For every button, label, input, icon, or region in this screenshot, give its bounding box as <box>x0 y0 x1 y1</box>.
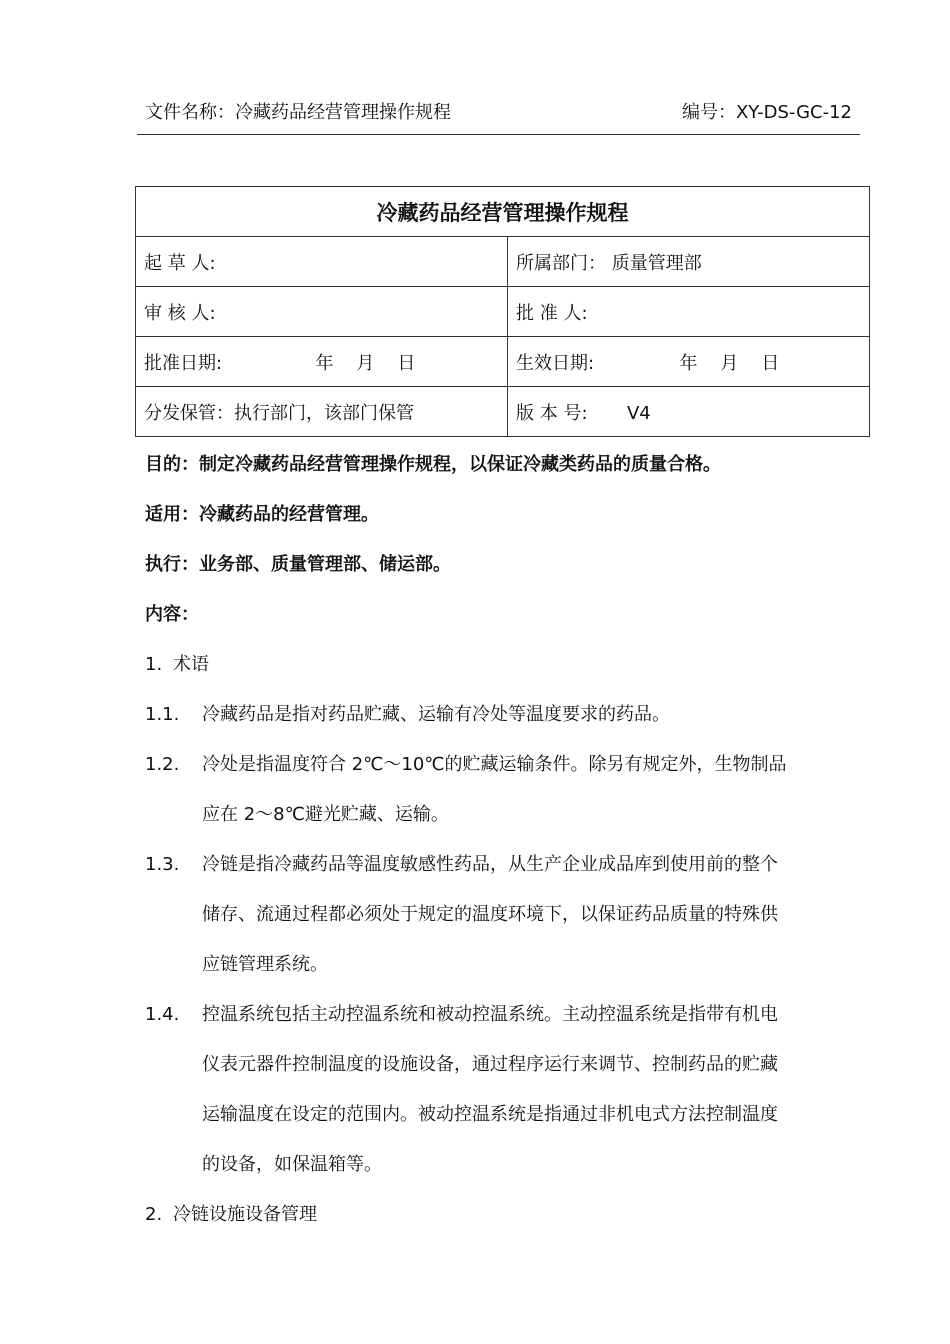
item-text: 应在 2～8℃避光贮藏、运输。 <box>202 804 449 825</box>
file-name: 文件名称：冷藏药品经营管理操作规程 <box>145 102 451 123</box>
drafter-cell: 起 草 人: <box>136 237 508 287</box>
item-number: 1.3. <box>145 854 180 875</box>
section-number: 2. <box>145 1204 163 1225</box>
section-number: 1. <box>145 654 163 675</box>
version-cell <box>508 387 870 437</box>
list-item <box>145 990 825 1190</box>
item-text: 的设备，如保温箱等。 <box>202 1154 382 1175</box>
item-text: 控温系统包括主动控温系统和被动控温系统。主动控温系统是指带有机电 <box>202 1004 778 1025</box>
approve-date-value: 年 月 日 <box>315 352 416 374</box>
item-text: 仪表元器件控制温度的设施设备，通过程序运行来调节、控制药品的贮藏 <box>202 1054 778 1075</box>
version-value: V4 <box>626 402 651 424</box>
effective-date-label: 生效日期: <box>516 352 595 374</box>
execution-line: 执行：业务部、质量管理部、储运部。 <box>145 554 451 575</box>
item-number: 1.1. <box>145 704 180 725</box>
document-number: 编号：XY-DS-GC-12 <box>681 102 852 123</box>
item-number: 1.2. <box>145 754 180 775</box>
section-heading <box>145 640 825 690</box>
list-item <box>145 740 825 840</box>
department-cell: 所属部门： 质量管理部 <box>508 237 870 287</box>
list-item <box>145 690 825 740</box>
document-body <box>145 440 825 1240</box>
approve-date-cell <box>136 337 508 387</box>
item-text: 储存、流通过程都必须处于规定的温度环境下，以保证药品质量的特殊供 <box>202 904 778 925</box>
item-text: 冷藏药品是指对药品贮藏、运输有冷处等温度要求的药品。 <box>202 704 670 725</box>
scope-line: 适用：冷藏药品的经营管理。 <box>145 504 379 525</box>
reviewer-cell: 审 核 人: <box>136 287 508 337</box>
list-item <box>145 840 825 990</box>
section-title: 冷链设施设备管理 <box>173 1204 317 1225</box>
distribution-cell: 分发保管：执行部门，该部门保管 <box>136 387 508 437</box>
document-info-table <box>135 186 870 437</box>
item-text: 应链管理系统。 <box>202 954 328 975</box>
content-label: 内容： <box>145 604 199 625</box>
section-title: 术语 <box>173 654 209 675</box>
effective-date-cell <box>508 337 870 387</box>
item-number: 1.4. <box>145 1004 180 1025</box>
section-heading <box>145 1190 825 1240</box>
document-title: 冷藏药品经营管理操作规程 <box>136 187 870 237</box>
item-text: 冷链是指冷藏药品等温度敏感性药品，从生产企业成品库到使用前的整个 <box>202 854 778 875</box>
approve-date-label: 批准日期: <box>144 352 223 374</box>
version-label: 版 本 号: <box>516 402 588 424</box>
item-text: 运输温度在设定的范围内。被动控温系统是指通过非机电式方法控制温度 <box>202 1104 778 1125</box>
effective-date-value: 年 月 日 <box>679 352 780 374</box>
item-text: 冷处是指温度符合 2℃～10℃的贮藏运输条件。除另有规定外，生物制品 <box>202 754 787 775</box>
page-header <box>137 96 860 135</box>
approver-cell: 批 准 人: <box>508 287 870 337</box>
purpose-line: 目的：制定冷藏药品经营管理操作规程，以保证冷藏类药品的质量合格。 <box>145 454 721 475</box>
